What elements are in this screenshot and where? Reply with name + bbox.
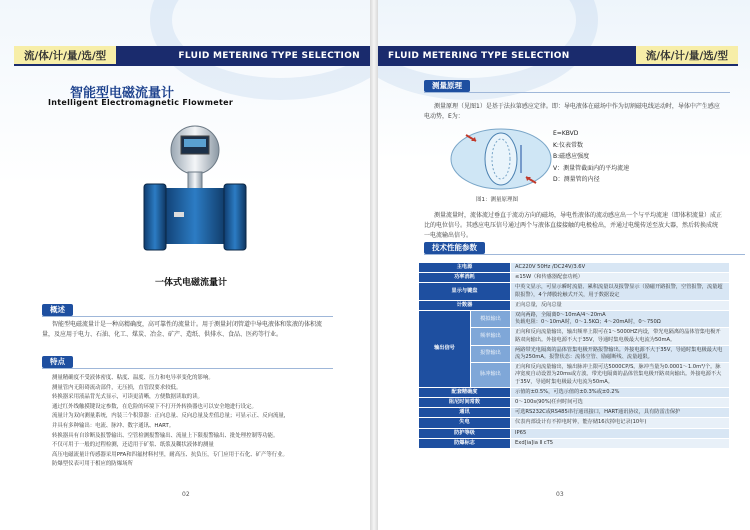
spec-value: 0～100s(90%)任何时间可选 bbox=[511, 398, 730, 408]
flowmeter-image bbox=[130, 112, 260, 262]
spec-value: 正向和反向流量输出，输出脉冲上限可达5000CP/S。脉冲当量为0.0001～1.0m³/个。脉冲宽度自动设置为20ms或方波。带光电隔离的晶体管集电极开路双向输出。外接电源不大于35V，导通时集电极最大电流为50mA。 bbox=[511, 363, 730, 388]
spec-key: 显示与键盘 bbox=[419, 283, 511, 300]
table-row bbox=[419, 263, 730, 273]
spec-value: 可选RS232C或RS485串行通讯接口，HART通讯协议，具有防雷击保护 bbox=[511, 408, 730, 418]
spec-key: 配套精确度 bbox=[419, 387, 511, 397]
left-header bbox=[14, 46, 370, 66]
formula-line: B:磁感应强度 bbox=[553, 153, 590, 160]
feature-item: 防爆型仪表可用于相应的防爆场所 bbox=[52, 461, 133, 468]
principle-text: 测量原理（见图1）是基于法拉第感应定律。即：导电液体在磁场中作为切割磁电线运动时，导体中产生感应电动势，E为： bbox=[424, 103, 720, 120]
spec-key: 防护等级 bbox=[419, 428, 511, 438]
spec-key: 防爆标志 bbox=[419, 438, 511, 448]
page-number: 03 bbox=[556, 491, 564, 498]
header-en-label: FLUID METERING TYPE SELECTION bbox=[378, 46, 636, 66]
overview-tag: 概述 bbox=[42, 304, 73, 316]
figure-caption: 图1：测量原理图 bbox=[476, 197, 518, 203]
spec-table bbox=[418, 262, 730, 449]
analog-line: 双向两路，全隔离0～10mA/4～20mA bbox=[515, 312, 606, 319]
analog-line: 负载电阻：0～10mA时，0～1.5KΩ；4～20mA时，0～750Ω bbox=[515, 319, 661, 326]
table-row bbox=[419, 283, 730, 300]
feature-item: 并具有多种输出：电流、脉冲、数字通讯、HART。 bbox=[52, 422, 175, 429]
header-en-label: FLUID METERING TYPE SELECTION bbox=[116, 46, 370, 66]
tech-params-tag: 技术性能参数 bbox=[424, 242, 485, 254]
feature-item: 高压电磁流量计传感器采用PFA和四氟材料衬里，耐高压、抗负压，专门应用于石化、矿产等行业。 bbox=[52, 451, 288, 458]
formula-line: E=KBVD bbox=[553, 130, 579, 137]
spec-value: 正向总量，反向总量 bbox=[511, 300, 730, 310]
formula-line: V：测量管截面内的平均流速 bbox=[553, 164, 630, 172]
table-row bbox=[419, 398, 730, 408]
table-row bbox=[419, 418, 730, 428]
features-list bbox=[42, 374, 342, 470]
product-title-en: Intelligent Electromagnetic Flowmeter bbox=[48, 98, 234, 107]
feature-item: 不仅可用于一般的过程检测，还适用于矿浆、纸浆及糊状液体的测量 bbox=[52, 442, 214, 449]
table-row bbox=[419, 408, 730, 418]
output-signal-key: 输出信号 bbox=[419, 311, 471, 388]
header-cn-label: 流/体/计/量/选/型 bbox=[636, 46, 738, 66]
header-cn-label: 流/体/计/量/选/型 bbox=[14, 46, 116, 66]
feature-item: 测量精确度不受液体密度、粘度、温度、压力和电导率变化的影响。 bbox=[52, 375, 214, 381]
principle-text-2: 测量流量时，流体流过垂直于流动方向的磁场，导电性液体的流动感应出一个与平均流速（即体积流量）成正比的电位信号。其感应电压信号通过两个与液体直接接触的电极检出，并通过电缆传送至放大器，然后转换成统一电流输出信号。 bbox=[424, 212, 723, 239]
table-row bbox=[419, 428, 730, 438]
table-row bbox=[419, 387, 730, 397]
feature-item: 通过红外线触摸键设定参数，在危险的环境下不打开外转换器也可以安全地进行设定。 bbox=[52, 403, 257, 410]
spec-subkey: 报警输出 bbox=[471, 345, 511, 362]
feature-item: 测量管内无阻碍流动部件，无压损，直管段要求较低。 bbox=[52, 384, 182, 391]
spec-value: 正向和反向流量输出，输出频率上限可在1～5000HZ内设，带光电隔离的晶体管集电极开路双向输出。外接电源不大于35V，导通时集电极最大电流为50mA。 bbox=[511, 328, 730, 345]
spec-value: 仪表内部设计有不掉电时钟，能存储16次掉电记录(10年) bbox=[511, 418, 730, 428]
right-page bbox=[378, 0, 750, 530]
overview-text: 智能型电磁流量计是一种高精确度，高可靠性的流量计。用于测量封闭管道中导电液体和浆液的体积流量，及应用于电力、石油、化工、煤炭、冶金、矿产、造纸、供排水、食品、医药等行业。 bbox=[42, 321, 323, 338]
spec-key: 主电源 bbox=[419, 263, 511, 273]
spec-subkey: 模拟输出 bbox=[471, 311, 511, 328]
spec-value: AC220V 50Hz /DC24V/3.6V bbox=[511, 263, 730, 273]
spec-value: 中英文显示，可显示瞬时流量、累积流量以及报警显示（励磁开路报警，空管报警，流量超限报警），4个薄膜轮触式开关，用于数据设定 bbox=[511, 283, 730, 300]
table-row bbox=[419, 300, 730, 310]
spec-value bbox=[511, 311, 730, 328]
table-row bbox=[419, 311, 730, 328]
features-tag: 特点 bbox=[42, 356, 73, 368]
book-gutter bbox=[370, 0, 378, 530]
feature-item: 流量计为双向测量系统，内装三个积算器：正向总量、反向总量及差值总量；可显示正、反向流量， bbox=[52, 413, 290, 420]
feature-item: 转换器具有自诊断及报警输出、空管检测报警输出、流量上下限报警输出、批处理控制等功能。 bbox=[52, 432, 279, 439]
table-row bbox=[419, 273, 730, 283]
spec-key: 功率消耗 bbox=[419, 273, 511, 283]
feature-item: 转换器采用液晶背光式显示，可读更清晰，方便数据读取的读。 bbox=[52, 394, 203, 401]
spec-key: 阻尼时间常数 bbox=[419, 398, 511, 408]
principle-tag: 测量原理 bbox=[424, 80, 470, 92]
spec-value: 示值的±0.5%，可选示值的±0.3%或±0.2% bbox=[511, 387, 730, 397]
formula-line: D：测量管的内径 bbox=[553, 176, 600, 183]
product-caption: 一体式电磁流量计 bbox=[155, 278, 228, 288]
right-header bbox=[378, 46, 738, 66]
page-number: 02 bbox=[182, 491, 190, 498]
spec-value: ≤15W（和传感器配套功耗） bbox=[511, 273, 730, 283]
spec-key: 通讯 bbox=[419, 408, 511, 418]
spec-subkey: 频率输出 bbox=[471, 328, 511, 345]
spec-key: 计数器 bbox=[419, 300, 511, 310]
principle-diagram bbox=[446, 125, 556, 195]
product-title-cn: 智能型电磁流量计 bbox=[70, 86, 175, 101]
formula-line: K:仪表常数 bbox=[553, 141, 583, 149]
spec-key: 失电 bbox=[419, 418, 511, 428]
table-row bbox=[419, 438, 730, 448]
formula-block bbox=[553, 128, 629, 186]
spec-subkey: 脉冲输出 bbox=[471, 363, 511, 388]
left-page bbox=[0, 0, 370, 530]
spec-value: 两路带光电隔离的晶体管集电极开路报警输出。外接电源不大于35V，导通时集电极最大电流为250mA。报警状态：流体空管、励磁断线、流量超限。 bbox=[511, 345, 730, 362]
spec-value: IP65 bbox=[511, 428, 730, 438]
spec-value: Exd[ia]ia Ⅱ cT5 bbox=[511, 438, 730, 448]
